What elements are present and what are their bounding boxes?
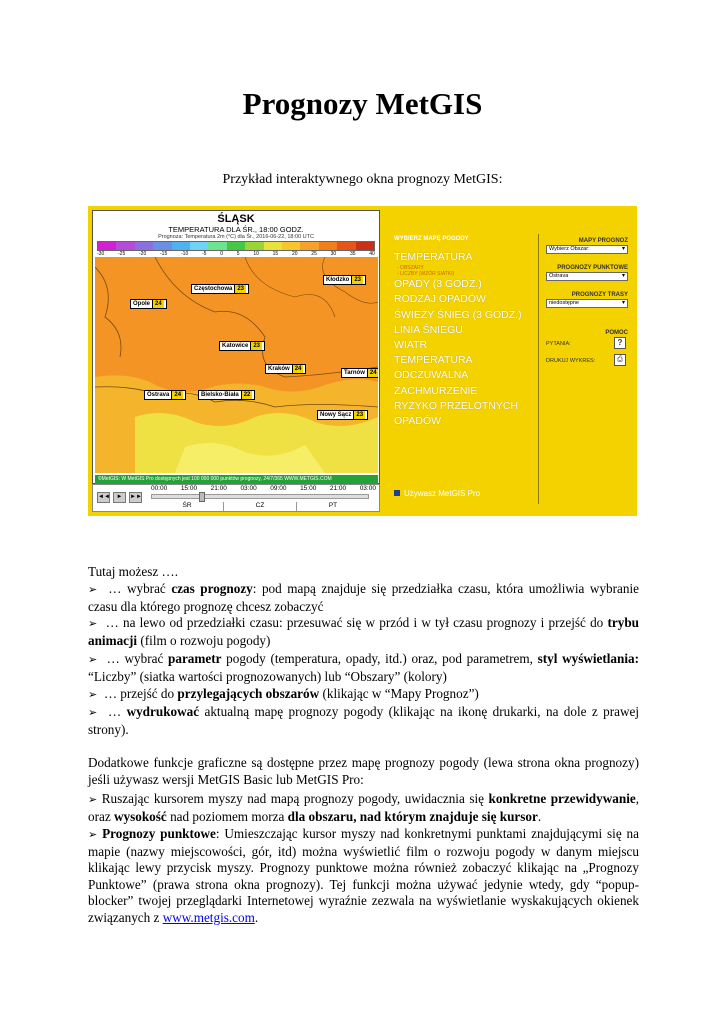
play-button[interactable]: ► bbox=[113, 492, 126, 503]
forecast-maps-label: MAPY PROGNOZ bbox=[578, 238, 628, 244]
page-title: Prognozy MetGIS bbox=[242, 86, 483, 121]
menu-item[interactable]: ODCZUWALNA bbox=[394, 369, 469, 382]
timeline-hour: 03:00 bbox=[359, 485, 376, 492]
time-slider-panel bbox=[92, 484, 380, 512]
scale-label: 10 bbox=[253, 251, 259, 257]
pro-version-note bbox=[394, 489, 480, 498]
scale-label: 40 bbox=[369, 251, 375, 257]
bullet-arrow-icon: ➢ bbox=[88, 583, 98, 596]
menu-item[interactable]: ZACHMURZENIE bbox=[394, 384, 478, 397]
scale-label: -10 bbox=[181, 251, 189, 257]
scale-color-swatch bbox=[208, 242, 226, 250]
scale-color-swatch bbox=[190, 242, 208, 250]
rewind-button[interactable]: ◄◄ bbox=[97, 492, 110, 503]
timeline-hour: 00:00 bbox=[151, 485, 168, 492]
route-forecast-label: PROGNOZY TRASY bbox=[571, 292, 628, 298]
timeline-day: PT bbox=[328, 502, 338, 509]
bullet-item: ➢ … wybrać parametr pogody (temperatura, opady, itd.) oraz, pod parametrem, styl wyświetlania: “Liczby” (siatka wartości prognozowanych) lub “Obszary” (kolory) bbox=[88, 651, 639, 684]
menu-item[interactable]: RYZYKO PRZELOTNYCH bbox=[394, 399, 519, 412]
forecast-maps-control bbox=[546, 238, 628, 254]
map-info-line: Prognoza: Temperatura 2m (°C) dla Śr., 2016-06-22, 18:00 UTC bbox=[158, 234, 314, 240]
pro-square-icon bbox=[394, 490, 400, 496]
printer-icon[interactable]: ⎙ bbox=[614, 354, 626, 366]
print-label: DRUKUJ WYKRES: bbox=[546, 358, 596, 364]
scale-label: 0 bbox=[220, 251, 223, 257]
scale-color-swatch bbox=[153, 242, 171, 250]
bullet-item: ➢ … na lewo od przedziałki czasu: przesuwać się w przód i w tył czasu prognozy i przejść do trybu animacji (film o rozwoju pogody) bbox=[88, 615, 639, 648]
scale-label: 25 bbox=[311, 251, 317, 257]
bullet-item: ➢ Prognozy punktowe: Umieszczając kursor myszy nad konkretnymi punktami znajdującymi się na mapie (nazwy miejscowości, gór, itd) można wyświetlić film o rozwoju pogody w danym miejscu klikając lewy przycisk myszy. Prognozy punktowe można również zobaczyć klikając na „Prognozy Punktowe” (prawa strona okna prognozy). Tej funkcji można używać jedynie wtedy, gdy “popup-blocker” twojej przeglądarki Internetowej wyraźnie zezwala na wyświetlanie wyskakujących okienek związanych z www.metgis.com. bbox=[88, 826, 639, 925]
scale-color-swatch bbox=[337, 242, 355, 250]
timeline-hour: 09:00 bbox=[270, 485, 287, 492]
metgis-link[interactable]: www.metgis.com bbox=[162, 909, 255, 925]
city-label[interactable]: Kłodzko 23 bbox=[323, 275, 366, 285]
print-row bbox=[546, 358, 628, 364]
scale-label: 15 bbox=[272, 251, 279, 257]
scale-color-swatch bbox=[245, 242, 263, 250]
scale-color-swatch bbox=[98, 242, 116, 250]
menu-item[interactable]: LINIA ŚNIEGU bbox=[394, 323, 463, 336]
scale-label: -15 bbox=[160, 251, 168, 257]
point-select[interactable]: Ostrava ▾ bbox=[546, 272, 628, 281]
menu-item[interactable]: RODZAJ OPADÓW bbox=[394, 293, 486, 306]
map-footer: ©MetGIS: W MetGIS Pro dostępnych jest 100 000 000 punktów prognozy, 24/7/365 WWW.METGIS.COM bbox=[95, 475, 378, 484]
timeline-hour: 15:00 bbox=[180, 485, 198, 492]
menu-item[interactable]: OPADÓW bbox=[394, 415, 442, 428]
city-label[interactable]: Bielsko-Biała 22 bbox=[198, 390, 255, 400]
city-label[interactable]: Tarnów 24 bbox=[341, 368, 378, 378]
pro-text: Używasz MetGIS Pro bbox=[404, 489, 481, 498]
scale-label: 5 bbox=[236, 251, 240, 257]
help-section bbox=[546, 330, 628, 336]
paragraph: Dodatkowe funkcje graficzne są dostępne przez mapę prognozy pogody (lewa strona okna prognozy) jeśli używasz wersji MetGIS Basic lub MetGIS Pro: bbox=[88, 755, 639, 787]
scale-color-swatch bbox=[264, 242, 282, 250]
menu-item[interactable]: ŚWIEŻY ŚNIEG (3 GODZ.) bbox=[394, 308, 522, 321]
bullet-item: ➢ … wybrać czas prognozy: pod mapą znajduje się przedziałka czasu, która umożliwia wybranie czasu dla którego prognozę chcesz zobaczyć bbox=[88, 581, 639, 614]
weather-map-menu bbox=[394, 250, 522, 429]
scale-color-swatch bbox=[300, 242, 318, 250]
menu-sub-numbers[interactable]: - LICZBY (WZÓR SIATKI) bbox=[397, 271, 455, 278]
menu-sub-areas[interactable]: - OBSZARY bbox=[397, 265, 424, 272]
scale-label: -25 bbox=[118, 251, 126, 257]
menu-item-temperature[interactable]: TEMPERATURA bbox=[394, 251, 473, 263]
map-subtitle: TEMPERATURA DLA ŚR., 18:00 GODZ. bbox=[168, 225, 304, 234]
scale-color-swatch bbox=[282, 242, 300, 250]
questions-label: PYTANIA: bbox=[546, 341, 571, 347]
bullet-item: ➢ Ruszając kursorem myszy nad mapą prognozy pogody, uwidacznia się konkretne przewidywanie, oraz wysokość nad poziomem morza dla obszaru, nad którym znajduje się kursor. bbox=[88, 791, 640, 824]
timeline-hour: 21:00 bbox=[329, 485, 347, 492]
questions-row bbox=[546, 338, 628, 347]
map-header bbox=[93, 213, 379, 240]
menu-header: WYBIERZ MAPĘ POGODY bbox=[394, 236, 469, 242]
area-select[interactable]: Wybierz Obszar: ▾ bbox=[546, 245, 628, 254]
route-select[interactable]: niedostępne ▾ bbox=[546, 299, 628, 308]
point-forecast-label: PROGNOZY PUNKTOWE bbox=[557, 265, 628, 271]
city-label[interactable]: Kraków 24 bbox=[265, 364, 306, 374]
city-label[interactable]: Nowy Sącz 23 bbox=[317, 410, 368, 420]
help-question-icon[interactable]: ? bbox=[614, 337, 626, 349]
bullet-item: ➢ … przejść do przylegających obszarów (klikając w “Mapy Prognoz”) bbox=[88, 686, 479, 701]
time-slider-knob[interactable] bbox=[199, 492, 205, 502]
timeline-hours bbox=[151, 485, 376, 492]
scale-label: 20 bbox=[291, 251, 298, 257]
subtitle: Przykład interaktywnego okna prognozy MetGIS: bbox=[222, 172, 503, 187]
point-forecast-control bbox=[546, 265, 628, 281]
bullet-arrow-icon: ➢ bbox=[88, 793, 98, 806]
scale-color-swatch bbox=[116, 242, 134, 250]
timeline-day: CZ bbox=[224, 502, 297, 511]
bullet-arrow-icon: ➢ bbox=[88, 706, 98, 719]
help-label: POMOC bbox=[605, 330, 628, 336]
intro-text: Tutaj możesz …. bbox=[88, 564, 178, 579]
forecast-map[interactable] bbox=[95, 257, 378, 473]
scale-label: -5 bbox=[202, 251, 207, 257]
map-region-title: ŚLĄSK bbox=[217, 213, 255, 225]
bullet-arrow-icon: ➢ bbox=[88, 653, 98, 666]
bullet-item: ➢ … wydrukować aktualną mapę prognozy pogody (klikając na ikonę drukarki, na dole z prawej strony). bbox=[88, 704, 640, 737]
bullet-arrow-icon: ➢ bbox=[88, 617, 98, 630]
temperature-color-scale bbox=[97, 241, 375, 251]
scale-color-swatch bbox=[227, 242, 245, 250]
scale-label: -20 bbox=[139, 251, 147, 257]
timeline-hour: 03:00 bbox=[240, 485, 257, 492]
scale-label: 35 bbox=[349, 251, 356, 257]
menu-item[interactable]: TEMPERATURA bbox=[394, 354, 473, 367]
menu-item[interactable]: OPADY (3 GODZ.) bbox=[394, 278, 482, 291]
city-label[interactable]: Częstochowa 23 bbox=[191, 284, 249, 294]
panel-divider bbox=[538, 234, 539, 504]
scale-label: 30 bbox=[330, 251, 337, 257]
city-label[interactable]: Katowice 23 bbox=[219, 341, 265, 351]
scale-color-swatch bbox=[135, 242, 153, 250]
scale-color-swatch bbox=[319, 242, 337, 250]
time-slider-track[interactable] bbox=[151, 494, 369, 499]
scale-color-swatch bbox=[356, 242, 374, 250]
forecast-window-screenshot bbox=[88, 206, 637, 516]
route-forecast-control bbox=[546, 292, 628, 308]
bullet-arrow-icon: ➢ bbox=[88, 688, 98, 701]
timeline-days bbox=[151, 502, 369, 511]
scale-label: -30 bbox=[97, 251, 105, 257]
map-frame bbox=[92, 210, 380, 484]
timeline-hour: 15:00 bbox=[300, 485, 317, 492]
city-label[interactable]: Ostrava 24 bbox=[144, 390, 186, 400]
menu-item[interactable]: WIATR bbox=[394, 339, 428, 352]
bullet-arrow-icon: ➢ bbox=[88, 828, 98, 841]
city-label[interactable]: Opole 24 bbox=[130, 299, 167, 309]
forward-button[interactable]: ►► bbox=[129, 492, 142, 503]
timeline-day: ŚR bbox=[151, 502, 224, 511]
timeline-hour: 21:00 bbox=[210, 485, 227, 492]
scale-color-swatch bbox=[172, 242, 190, 250]
